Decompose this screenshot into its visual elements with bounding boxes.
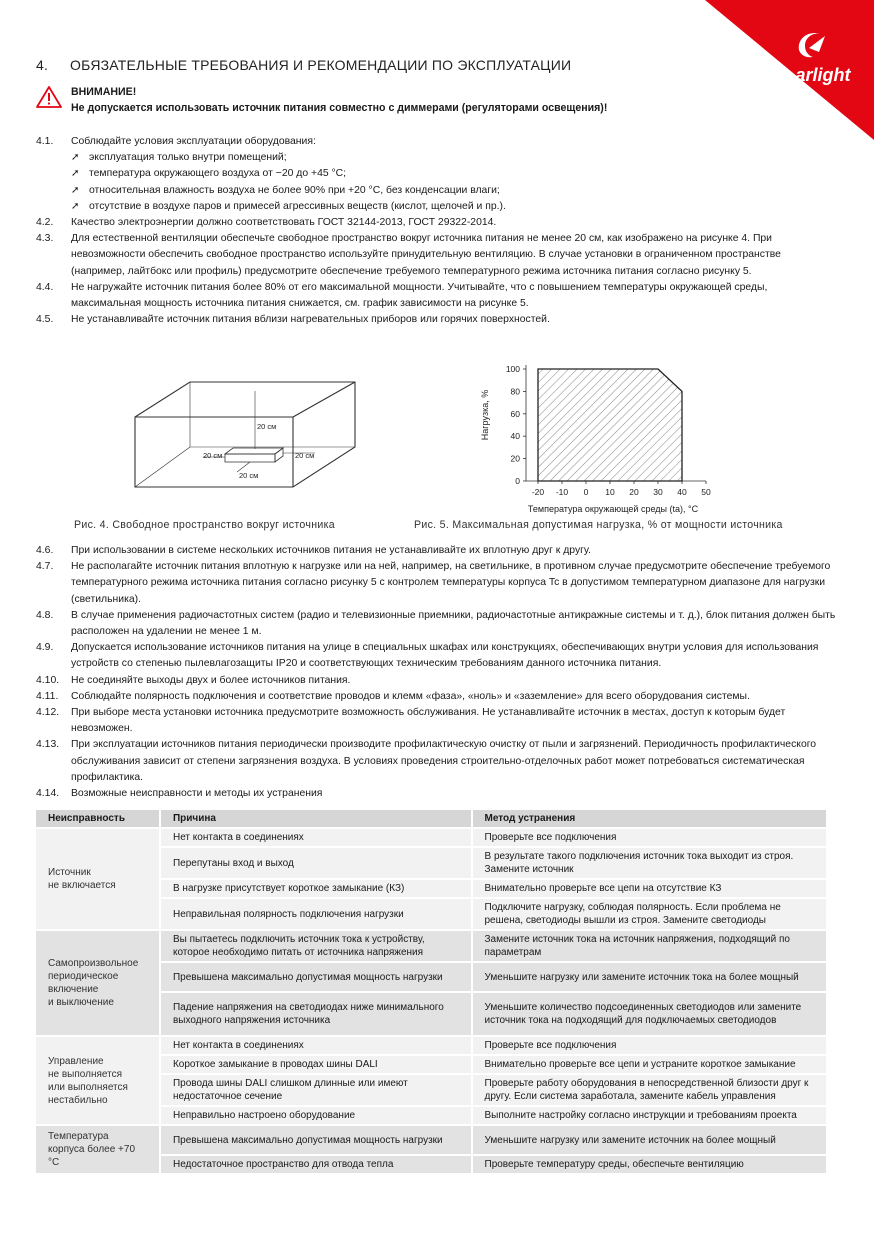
bullet-text: относительная влажность воздуха не более 90% при +20 °С, без конденсации влаги; (89, 184, 500, 196)
cause-cell: Падение напряжения на светодиодах ниже минимального выходного напряжения источника (160, 992, 472, 1036)
cause-cell: Нет контакта в соединениях (160, 1036, 472, 1055)
fault-cell: Источник не включается (36, 828, 160, 930)
arrow-icon: ➚ (71, 152, 80, 164)
y-tick-label: 60 (510, 408, 520, 419)
item-number: 4.6. (36, 545, 54, 556)
fix-cell: Внимательно проверьте все цепи на отсутствие КЗ (472, 879, 828, 898)
box-edge (293, 382, 355, 417)
bullet-text: температура окружающего воздуха от −20 до +45 °С; (89, 168, 347, 180)
list-item (36, 673, 836, 689)
y-tick-label: 80 (510, 386, 520, 397)
arrow-icon: ➚ (71, 168, 80, 180)
cause-cell: Превышена максимально допустимая мощность нагрузки (160, 962, 472, 992)
item-text: Качество электроэнергии должно соответствовать ГОСТ 32144-2013, ГОСТ 29322-2014. (71, 217, 497, 229)
cause-cell: Провода шины DALI слишком длинные или имеют недостаточное сечение (160, 1074, 472, 1106)
arlight-logo (705, 0, 874, 140)
fix-cell: Уменьшите нагрузку или замените источник на более мощный (472, 1125, 828, 1155)
list-item (36, 705, 836, 737)
fault-cell: Управление не выполняется или выполняется нестабильно (36, 1036, 160, 1125)
y-tick-label: 20 (510, 453, 520, 464)
item-number: 4.2. (36, 217, 54, 229)
fix-cell: Внимательно проверьте все цепи и устраните короткое замыкание (472, 1055, 828, 1074)
source-side (275, 448, 283, 462)
item-number: 4.5. (36, 314, 54, 326)
item-number: 4.12. (36, 707, 60, 719)
x-tick-label: 30 (653, 487, 663, 497)
item-number: 4.14. (36, 788, 60, 800)
list-item (36, 231, 836, 280)
warning-icon (36, 86, 62, 108)
list-item (36, 737, 836, 786)
fix-cell: В результате такого подключения источник тока выходит из строя. Замените источник (472, 847, 828, 879)
chart-y-axis-label: Нагрузка, % (480, 389, 490, 441)
bullet-item (36, 166, 836, 182)
source-front (225, 454, 275, 462)
fix-cell: Уменьшите количество подсоединенных светодиодов или замените источник тока на подходящий для подключаемых светодиодов (472, 992, 828, 1036)
list-item (36, 689, 836, 705)
item-number: 4.7. (36, 561, 54, 573)
header-fix: Метод устранения (472, 810, 828, 828)
fix-cell: Выполните настройку согласно инструкции и требованиям проекта (472, 1106, 828, 1125)
bullet-text: отсутствие в воздухе паров и примесей агрессивных веществ (кислот, щелочей и пр.). (89, 200, 506, 212)
item-text: Не устанавливайте источник питания вблизи нагревательных приборов или горячих поверхностей. (71, 314, 550, 326)
list-item (36, 215, 836, 231)
item-number: 4.1. (36, 136, 54, 147)
item-number: 4.10. (36, 674, 60, 686)
item-text: Соблюдайте полярность подключения и соответствие проводов и клемм «фаза», «ноль» и «заземление» для всего оборудования системы. (71, 690, 750, 702)
cause-cell: В нагрузке присутствует короткое замыкание (КЗ) (160, 879, 472, 898)
fix-cell: Подключите нагрузку, соблюдая полярность. Если проблема не решена, светодиоды вышли из строя. Замените светодиоды (472, 898, 828, 930)
item-text: При выборе места установки источника предусмотрите возможность обслуживания. Не устанавливайте источник в местах, доступ к которым будет невозможен. (71, 707, 786, 735)
item-text: Не нагружайте источник питания более 80% от его максимальной мощности. Учитывайте, что с повышением температуры окружающей среды, максимальная мощность источника питания снижается, см. график зависимости на рисунке 5. (71, 281, 768, 310)
cause-cell: Нет контакта в соединениях (160, 828, 472, 847)
list-item (36, 786, 836, 802)
x-tick-label: 10 (605, 487, 615, 497)
warning-text: Не допускается использовать источник питания совместно с диммерами (регуляторами освещения)! (71, 102, 608, 114)
list-item (36, 640, 836, 672)
figure-5-chart (470, 357, 740, 522)
item-text: Допускается использование источников питания на улице в специальных шкафах или конструкциях, обеспечивающих внутри условия для использования устройств со степенью пылевлагозащиты IP20 и соответствующих техническим требованиям данного источника питания. (71, 642, 819, 670)
table-row (36, 1125, 827, 1155)
cause-cell: Вы пытаетесь подключить источник тока к устройству, которое необходимо питать от источника напряжения (160, 930, 472, 962)
bullet-text: эксплуатация только внутри помещений; (89, 152, 287, 164)
fix-cell: Уменьшите нагрузку или замените источник тока на более мощный (472, 962, 828, 992)
arrow-icon: ➚ (71, 184, 80, 196)
item-number: 4.11. (36, 690, 59, 702)
list-item (36, 280, 836, 312)
section-heading (36, 57, 571, 73)
header-fault: Неисправность (36, 810, 160, 828)
logo-text: arlight (795, 65, 851, 85)
fault-cell: Самопроизвольное периодическое включение и выключение (36, 930, 160, 1036)
item-text: Для естественной вентиляции обеспечьте свободное пространство вокруг источника питания не менее 20 см, как изображено на рисунке 4. При невозможности обеспечить свободное пространство используйте принудительную вентиляцию. В случае установки в ограниченном пространстве (например, лайтбокс или профиль) предусмотрите обеспечение требуемого температурного режима источника питания согласно рисунку 5. (71, 233, 781, 277)
fix-cell: Проверьте все подключения (472, 828, 828, 847)
list-item (36, 312, 836, 328)
troubleshooting-table (36, 810, 828, 1175)
list-item (36, 608, 836, 640)
cause-cell: Превышена максимально допустимая мощность нагрузки (160, 1125, 472, 1155)
table-row (36, 930, 827, 962)
bullet-item (36, 183, 836, 199)
figure-4-diagram (125, 377, 365, 497)
box-hidden-edge (135, 447, 190, 487)
y-tick-label: 100 (505, 364, 520, 374)
figure-5-caption: Рис. 5. Максимальная допустимая нагрузка, % от мощности источника (414, 519, 783, 531)
warning-title: ВНИМАНИЕ! (71, 86, 137, 98)
item-text: При эксплуатации источников питания периодически производите профилактическую очистку от пыли и загрязнений. Периодичность профилактического обслуживания зависит от степени загрязнения воздуха. В условиях проведения строительно-отделочных работ может потребоваться систематическая профилактика. (71, 739, 817, 783)
fix-cell: Проверьте работу оборудования в непосредственной близости друг к другу. Если система заработала, замените кабель управления (472, 1074, 828, 1106)
list-item (36, 559, 836, 608)
fault-cell: Температура корпуса более +70 °С (36, 1125, 160, 1174)
requirements-list-top (36, 134, 836, 328)
bullet-item (36, 199, 836, 215)
table-row (36, 1036, 827, 1055)
section-number: 4. (36, 57, 49, 73)
item-number: 4.8. (36, 609, 54, 621)
arrow-icon: ➚ (71, 200, 80, 212)
item-text: Соблюдайте условия эксплуатации оборудования: (71, 136, 316, 147)
item-text: В случае применения радиочастотных систем (радио и телевизионные приемники, радиочастотные антикражные системы и т. д.), блок питания должен быть расположен на удалении не менее 1 м. (71, 609, 836, 638)
source-top (225, 448, 283, 454)
y-tick-label: 40 (510, 431, 520, 442)
fix-cell: Проверьте температуру среды, обеспечьте вентиляцию (472, 1155, 828, 1174)
item-text: Не располагайте источник питания вплотную к нагрузке или на ней, например, на светильнике, в противном случае предусмотрите обеспечение требуемого температурного режима источника питания согласно рисунку 5 с контролем температуры корпуса Tc в допустимом температурном диапазоне для нагрузки (светильника). (71, 561, 831, 605)
cause-cell: Перепутаны вход и выход (160, 847, 472, 879)
item-number: 4.4. (36, 281, 54, 293)
item-text: При использовании в системе нескольких источников питания не устанавливайте их вплотную друг к другу. (71, 545, 591, 556)
x-tick-label: 40 (677, 487, 687, 497)
x-tick-label: 50 (701, 487, 711, 497)
fix-cell: Проверьте все подключения (472, 1036, 828, 1055)
cause-cell: Неправильная полярность подключения нагрузки (160, 898, 472, 930)
load-area (538, 369, 682, 481)
x-tick-label: 20 (629, 487, 639, 497)
bullet-item (36, 150, 836, 166)
figure-4-caption: Рис. 4. Свободное пространство вокруг источника (74, 519, 335, 531)
fix-cell: Замените источник тока на источник напряжения, подходящий по параметрам (472, 930, 828, 962)
list-item (36, 543, 836, 559)
cause-cell: Недостаточное пространство для отвода тепла (160, 1155, 472, 1174)
item-number: 4.3. (36, 233, 54, 245)
gap-label-left: 20 см (203, 451, 223, 460)
x-tick-label: -10 (555, 487, 569, 497)
item-text: Возможные неисправности и методы их устранения (71, 788, 323, 800)
requirements-list-bottom (36, 543, 836, 802)
y-tick-label: 0 (515, 476, 520, 486)
section-title: ОБЯЗАТЕЛЬНЫЕ ТРЕБОВАНИЯ И РЕКОМЕНДАЦИИ ПО ЭКСПЛУАТАЦИИ (70, 57, 572, 73)
gap-label-top: 20 см (257, 422, 277, 431)
chart-x-axis-label: Температура окружающей среды (ta), °С (527, 504, 699, 514)
gap-label-front: 20 см (239, 471, 259, 480)
item-text: Не соединяйте выходы двух и более источников питания. (71, 674, 351, 686)
item-number: 4.9. (36, 642, 54, 654)
list-item (36, 134, 836, 150)
x-tick-label: 0 (583, 487, 589, 497)
cause-cell: Неправильно настроено оборудование (160, 1106, 472, 1125)
table-header-row (36, 810, 827, 828)
table-row (36, 828, 827, 847)
x-tick-label: -20 (531, 487, 545, 497)
gap-label-right: 20 см (295, 451, 315, 460)
item-number: 4.13. (36, 739, 60, 751)
header-cause: Причина (160, 810, 472, 828)
cause-cell: Короткое замыкание в проводах шины DALI (160, 1055, 472, 1074)
